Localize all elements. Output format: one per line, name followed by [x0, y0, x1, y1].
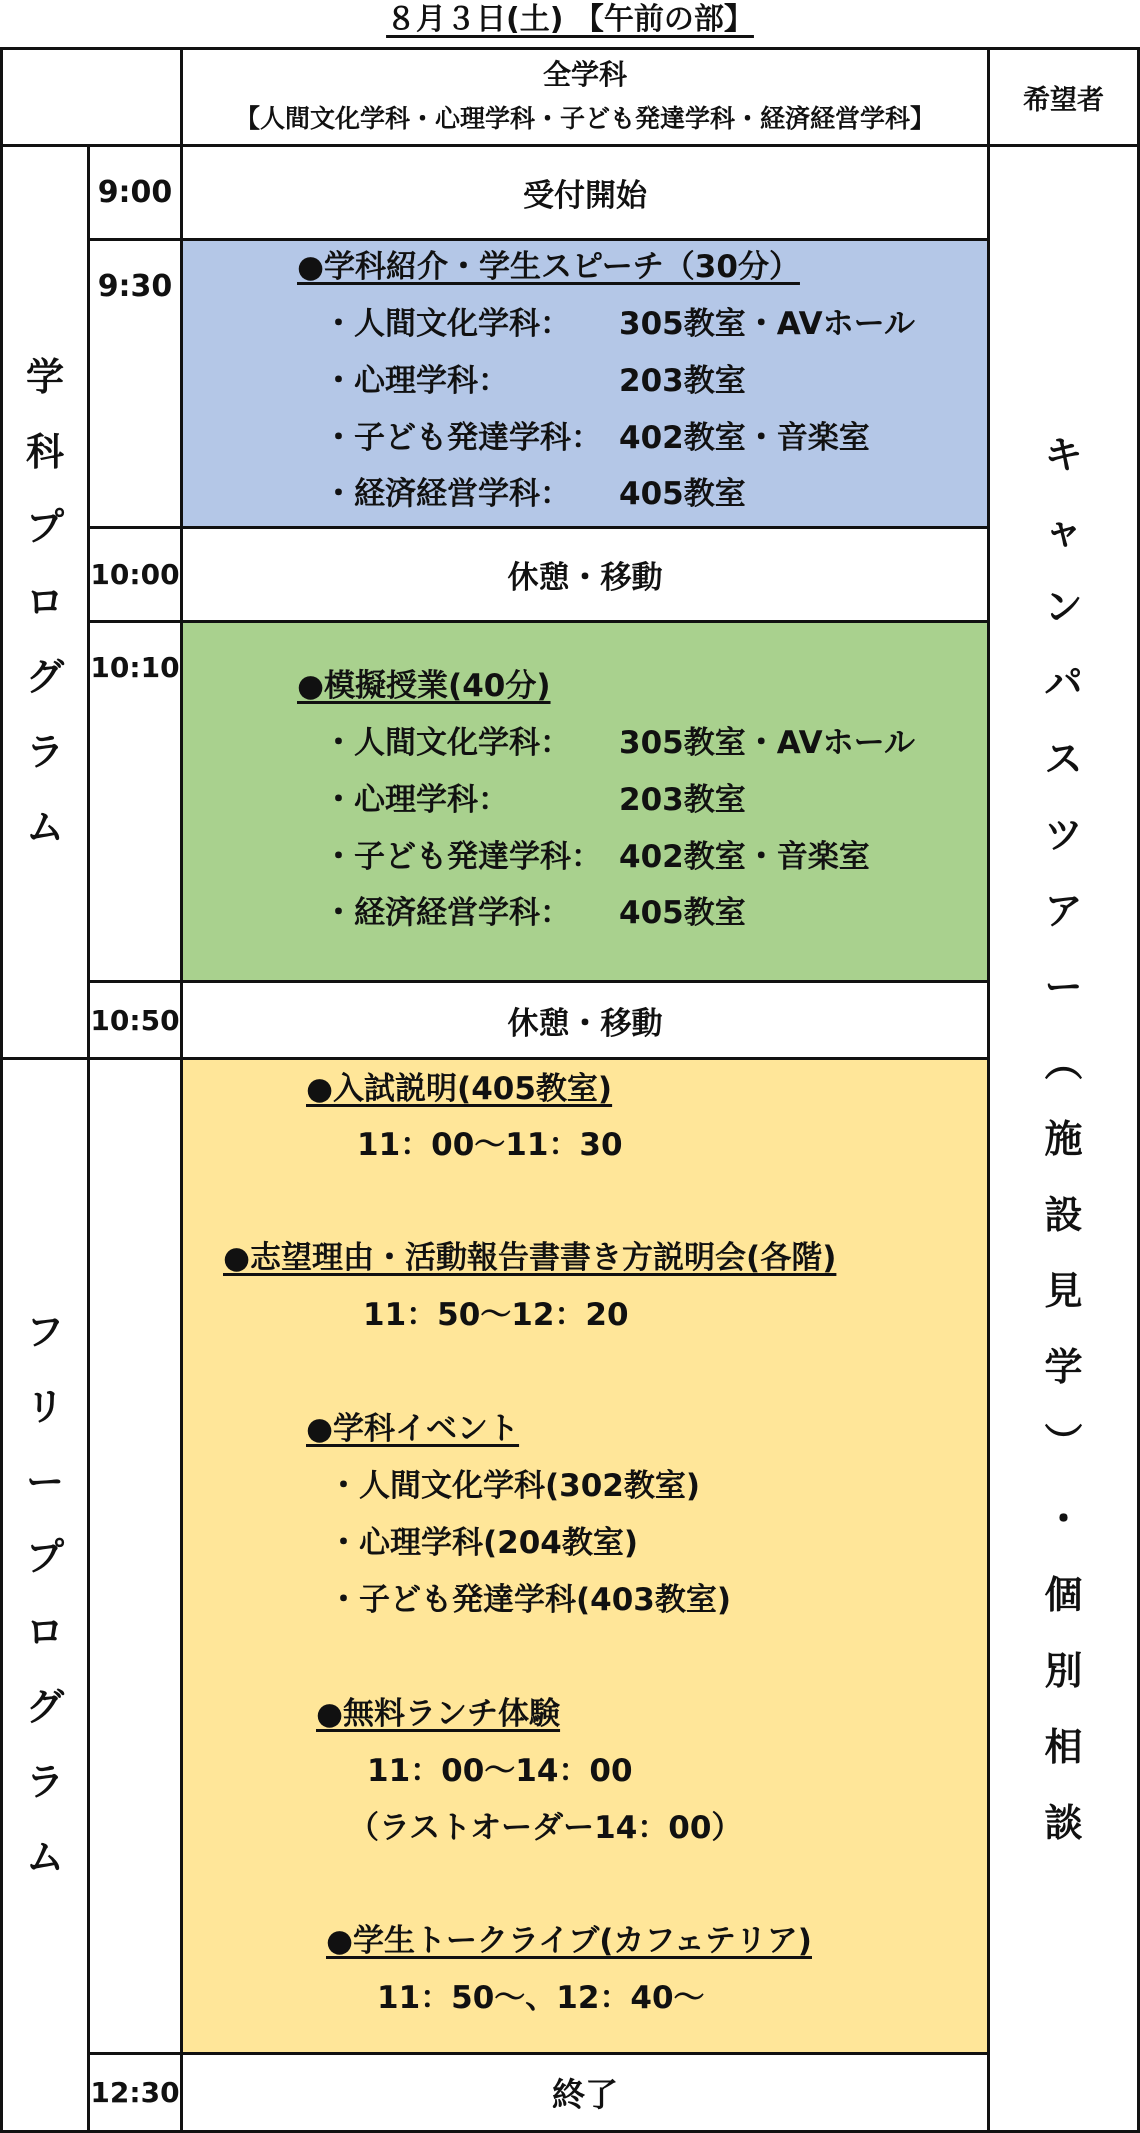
report-heading: ●志望理由・活動報告書書き方説明会(各階): [223, 1240, 837, 1276]
event-heading: ●学科イベント: [306, 1411, 520, 1447]
free-program-char: ラ: [25, 1760, 64, 1804]
gakka-program-char: グ: [25, 654, 64, 699]
time-label: 10:00: [90, 558, 180, 591]
exam-time: 11：00～11：30: [357, 1127, 623, 1163]
report-time: 11：50～12：20: [363, 1297, 629, 1333]
free-program-char: ー: [25, 1460, 64, 1504]
time-label: 12:30: [90, 2076, 180, 2109]
time-9-30: [87, 238, 183, 529]
side-label-char: ー: [1044, 964, 1083, 1009]
intro-item: ・心理学科： 203教室: [323, 363, 746, 399]
side-label-char: ア: [1044, 888, 1083, 933]
break-cell-1: [180, 526, 990, 623]
event-item: ・心理学科(204教室): [328, 1525, 639, 1561]
header-all-departments: [180, 47, 990, 147]
header-departments-list: 【人間文化学科・心理学科・子ども発達学科・経済経営学科】: [234, 104, 935, 133]
mock-item: ・心理学科： 203教室: [323, 782, 746, 818]
side-label-char: キ: [1044, 432, 1083, 477]
free-program-char: ム: [25, 1835, 64, 1879]
gakka-program-char: ロ: [25, 579, 64, 624]
time-free-blank: [87, 1057, 183, 2055]
page-title: ８月３日(土) 【午前の部】: [386, 2, 754, 37]
end-cell: [180, 2052, 990, 2133]
mock-heading: ●模擬授業(40分): [297, 668, 551, 704]
time-9-00: [87, 144, 183, 241]
mock-class-cell: [180, 620, 990, 983]
time-10-50: [87, 980, 183, 1060]
side-label-char: 施: [1044, 1116, 1083, 1161]
event-item: ・人間文化学科(302教室): [328, 1468, 701, 1504]
header-main-label: 全学科: [542, 58, 627, 91]
mock-item: ・経済経営学科： 405教室: [323, 895, 746, 931]
time-label: 10:10: [90, 651, 180, 684]
side-label-char: ャ: [1044, 508, 1083, 553]
side-label-char: 設: [1044, 1192, 1083, 1237]
break-cell-2: [180, 980, 990, 1060]
side-label-char: 別: [1044, 1648, 1083, 1693]
gakka-program-char: プ: [25, 504, 64, 549]
side-label-char: パ: [1044, 660, 1083, 705]
free-program-char: プ: [25, 1535, 64, 1579]
gakka-program-char: 科: [25, 429, 64, 474]
lunch-heading: ●無料ランチ体験: [316, 1696, 561, 1732]
lunch-note: （ラストオーダー14：00）: [348, 1810, 743, 1846]
gakka-program-label: [0, 144, 90, 1060]
talk-time: 11：50～、12：40～: [377, 1980, 705, 2016]
exam-heading: ●入試説明(405教室): [306, 1071, 613, 1107]
mock-item: ・子ども発達学科： 402教室・音楽室: [323, 839, 870, 875]
intro-heading: ●学科紹介・学生スピーチ（30分）: [297, 249, 800, 285]
gakka-program-char: ラ: [25, 729, 64, 774]
header-applicants: [987, 47, 1140, 147]
header-applicants-label: 希望者: [1023, 84, 1104, 116]
side-label-char: 談: [1044, 1800, 1083, 1845]
gakka-program-char: 学: [25, 354, 64, 399]
time-label: 9:30: [97, 269, 173, 304]
time-10-10: [87, 620, 183, 983]
free-program-cell: [180, 1057, 990, 2055]
break-text: 休憩・移動: [507, 1005, 663, 1042]
side-label-char: 個: [1044, 1572, 1083, 1617]
intro-item: ・人間文化学科： 305教室・AVホール: [323, 306, 915, 342]
header-corner-cell: [0, 47, 183, 147]
event-item: ・子ども発達学科(403教室): [328, 1582, 732, 1618]
time-10-00: [87, 526, 183, 623]
end-text: 終了: [552, 2075, 618, 2114]
free-program-char: グ: [25, 1685, 64, 1729]
side-label-char: 学: [1044, 1344, 1083, 1389]
time-label: 9:00: [97, 175, 173, 210]
side-label-char: ︶: [1044, 1420, 1083, 1465]
reception-text: 受付開始: [523, 178, 647, 214]
free-program-label: [0, 1057, 90, 2133]
side-label-char: ス: [1044, 736, 1083, 781]
free-program-char: リ: [25, 1385, 64, 1429]
mock-item: ・人間文化学科： 305教室・AVホール: [323, 725, 915, 761]
lunch-time: 11：00～14：00: [367, 1753, 633, 1789]
side-label-char: ︵: [1044, 1040, 1083, 1085]
side-label-char: ツ: [1044, 812, 1083, 857]
time-12-30: [87, 2052, 183, 2133]
intro-cell: [180, 238, 990, 529]
intro-item: ・子ども発達学科： 402教室・音楽室: [323, 420, 870, 456]
time-label: 10:50: [90, 1003, 180, 1037]
gakka-program-char: ム: [25, 804, 64, 849]
reception-cell: [180, 144, 990, 241]
break-text: 休憩・移動: [507, 560, 663, 596]
side-label-char: ン: [1044, 584, 1083, 629]
side-label-char: 見: [1044, 1268, 1083, 1313]
talk-heading: ●学生トークライブ(カフェテリア): [326, 1923, 812, 1959]
free-program-char: フ: [25, 1310, 64, 1354]
side-label-char: ・: [1044, 1496, 1083, 1541]
side-label-char: 相: [1044, 1724, 1083, 1769]
free-program-char: ロ: [25, 1610, 64, 1654]
intro-item: ・経済経営学科： 405教室: [323, 476, 746, 512]
campus-tour-consultation-label: [987, 144, 1140, 2133]
